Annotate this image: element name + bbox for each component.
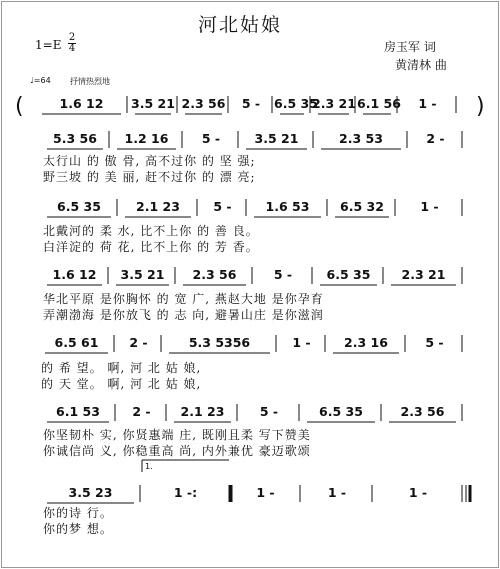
measure: 2 - (129, 335, 148, 350)
measure: 6.1 56 (357, 96, 401, 111)
measure: 1 -: (173, 485, 198, 500)
measure: 2.3 56 (192, 267, 237, 282)
measure: 1 - (408, 485, 428, 500)
measure: 2.3 21 (312, 96, 356, 111)
measure: 6.1 53 (56, 404, 100, 419)
measure: 3.5 21 (254, 131, 299, 146)
measure: 6.5 35 (319, 404, 363, 419)
measure: 5 - (241, 96, 261, 111)
lyric-line: 你诚信尚 义, 你稳重高 尚, 内外兼优 豪迈歌颂 (43, 444, 311, 458)
measure: 1.6 53 (265, 199, 310, 214)
measure: 2.1 23 (136, 199, 180, 214)
measure: 5 - (425, 335, 444, 350)
measure: 6.5 35 (274, 96, 318, 111)
measure: 2.3 56 (400, 404, 445, 419)
measure: 3.5 21 (131, 96, 175, 111)
measure: 2.3 53 (339, 131, 383, 146)
volta-mark: 1. (145, 462, 153, 471)
measure: 1 - (418, 96, 437, 111)
time-bottom: 4 (68, 43, 76, 54)
lyric-line: 北戴河的 柔 水, 比不上你 的 善 良。 (43, 224, 259, 238)
measure: 5 - (273, 267, 293, 282)
tempo-marking: ♩=64 (30, 76, 51, 85)
measure: 2.1 23 (180, 404, 225, 419)
lyric-line: 的 天 堂。 啊, 河 北 姑 娘, (41, 377, 202, 391)
expression-marking: 抒情热烈地 (70, 77, 110, 86)
lyric-line: 太行山 的 傲 骨, 高不过你 的 坚 强; (43, 154, 256, 168)
measure: 3.5 21 (120, 267, 165, 282)
key-label: 1=E (35, 38, 62, 52)
measure: 1 - (420, 199, 439, 214)
measure: 1.6 12 (52, 267, 97, 282)
intro-close-paren: ) (476, 94, 485, 119)
measure: 2.3 16 (344, 335, 388, 350)
measure: 5 - (259, 404, 279, 419)
measure: 2 - (132, 404, 151, 419)
measure: 5.3 56 (53, 131, 97, 146)
song-title: 河北姑娘 (198, 14, 283, 36)
lyric-line: 华北平原 是你胸怀 的 宽 广, 燕赵大地 是你孕育 (43, 292, 324, 306)
measure: 1.2 16 (124, 131, 169, 146)
composer-credit: 黄清林 曲 (395, 58, 447, 72)
measure: 2 - (426, 131, 445, 146)
measure: 5.3 5356 (188, 335, 251, 350)
measure: 6.5 32 (340, 199, 384, 214)
lyric-line: 弄潮渤海 是你放飞 的 志 向, 避暑山庄 是你滋润 (43, 308, 324, 322)
measure: 1.6 12 (59, 96, 104, 111)
lyric-line: 白洋淀的 荷 花, 比不上你 的 芳 香。 (43, 240, 259, 254)
lyric-line: 你坚韧朴 实, 你贤惠端 庄, 既刚且柔 写下赞美 (43, 428, 311, 442)
measure: 6.5 35 (326, 267, 371, 282)
time-top: 2 (68, 32, 76, 43)
measure: 2.3 21 (401, 267, 446, 282)
measure: 5 - (201, 131, 221, 146)
lyric-line: 你的诗 行。 (43, 506, 113, 520)
measure: 6.5 61 (54, 335, 99, 350)
lyricist-credit: 房玉军 词 (384, 40, 436, 54)
measure: 3.5 23 (68, 485, 113, 500)
measure: 6.5 35 (57, 199, 101, 214)
lyric-line: 野三坡 的 美 丽, 赶不过你 的 漂 亮; (43, 170, 256, 184)
intro-open-paren: ( (15, 94, 24, 119)
measure: 1 - (292, 335, 311, 350)
lyric-line: 的 希 望。 啊, 河 北 姑 娘, (41, 361, 202, 375)
measure: 1 - (256, 485, 275, 500)
lyric-line: 你的梦 想。 (43, 522, 113, 536)
measure: 5 - (213, 199, 232, 214)
measure: 2.3 56 (181, 96, 226, 111)
measure: 1 - (327, 485, 347, 500)
